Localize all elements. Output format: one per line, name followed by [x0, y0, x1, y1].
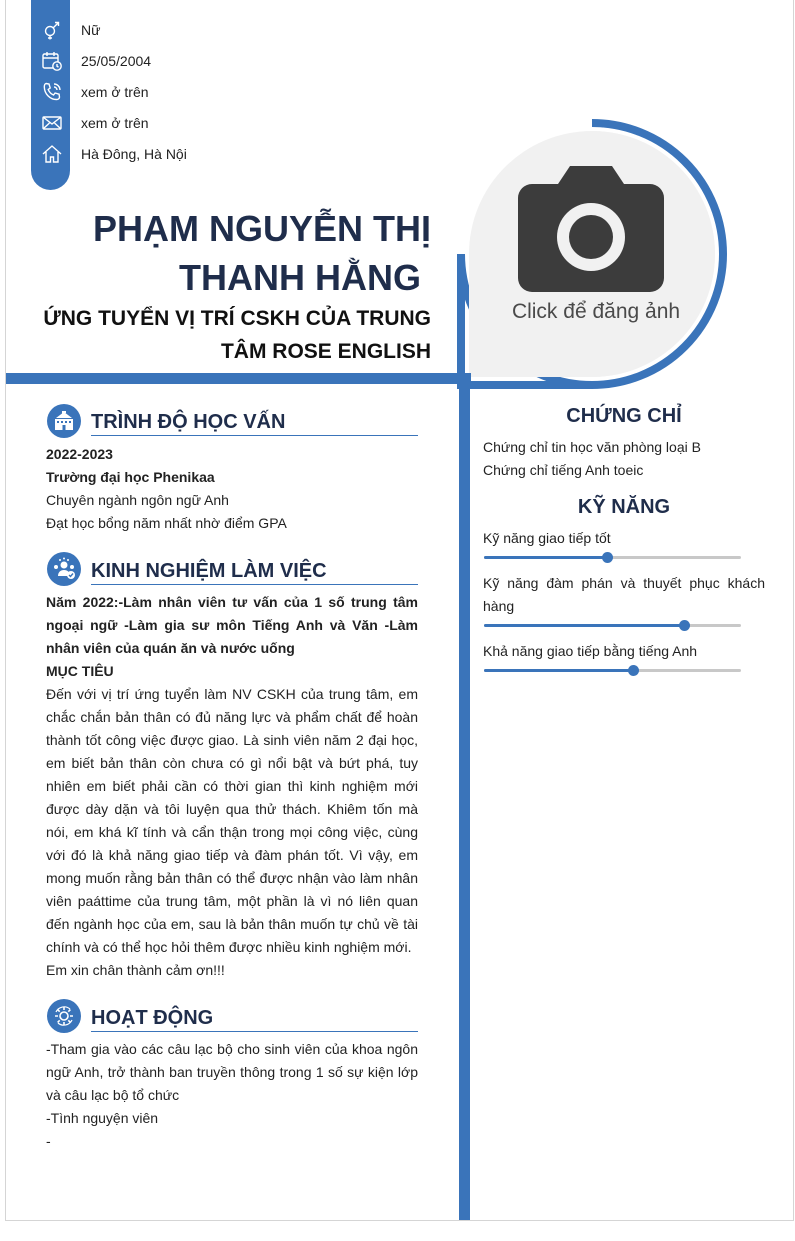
- certificates-title: CHỨNG CHỈ: [566, 405, 682, 427]
- skill-slider[interactable]: [484, 550, 741, 564]
- home-icon: [41, 143, 63, 165]
- skill-label: Khả năng giao tiếp bằng tiếng Anh: [483, 643, 698, 659]
- skills-title: KỸ NĂNG: [577, 496, 671, 518]
- gear-icon: [47, 999, 81, 1033]
- contact-address: [41, 143, 187, 165]
- contact-birthday: [41, 50, 152, 72]
- calendar-icon: [41, 50, 63, 72]
- activity-item: -Tham gia vào các câu lạc bộ cho sinh viên của khoa ngôn ngữ Anh, trở thành ban truyền thông trong 1 số sự kiện lớp và câu lạc bộ tổ chức: [46, 1041, 418, 1103]
- camera-icon[interactable]: [518, 166, 664, 292]
- slider-knob[interactable]: [679, 620, 690, 631]
- contact-text: 25/05/2004: [81, 53, 152, 69]
- activity-item: -Tình nguyện viên: [46, 1110, 159, 1126]
- team-icon: [47, 552, 81, 586]
- photo-caption[interactable]: Click để đăng ảnh: [511, 300, 681, 323]
- goal-text: Đến với vị trí ứng tuyển làm NV CSKH của trung tâm, em chắc chắn bản thân có đủ năng lực và phẩm chất để hoàn thành tốt công việc được giao. Là sinh viên năm 2 đại học, em biết bản thân còn chưa có gì nổi bật và bứt phá, tuy nhiên em biết phải cần có thời gian thì kinh nghiệm mới được dày dặn và tôi luyện qua thử thách. Khiêm tốn mà nói, em khá kĩ tính và cẩn thận trong mọi công việc, cùng với đó là khả năng giao tiếp và đàm phán tốt. Vì vậy, em mong muốn rằng bản thân có thể được nhận vào làm nhân viên paáttime của trung tâm, một phần là vì nó liên quan đến ngành học của em, sau là bản thân muốn tự chủ về tài chính và có thể học hỏi thêm được nhiều kinh nghiệm mới.: [46, 686, 418, 955]
- contact-text: Hà Đông, Hà Nội: [81, 146, 187, 162]
- slider-fill: [484, 669, 633, 672]
- experience-title: KINH NGHIỆM LÀM VIỆC: [91, 560, 418, 585]
- certificate-item: Chứng chỉ tiếng Anh toeic: [483, 462, 644, 478]
- contact-email: [41, 112, 149, 134]
- contact-gender: [41, 19, 101, 41]
- candidate-name-line2: THANH HẰNG: [179, 257, 421, 298]
- education-school: Trường đại học Phenikaa: [46, 469, 215, 485]
- gender-icon: [41, 19, 63, 41]
- horizontal-divider: [6, 373, 471, 384]
- slider-fill: [484, 556, 607, 559]
- candidate-name-line1: PHẠM NGUYỄN THỊ: [92, 208, 431, 249]
- skill-slider[interactable]: [484, 618, 741, 632]
- contact-text: xem ở trên: [81, 84, 149, 100]
- contact-phone: [41, 81, 149, 103]
- position-line2: TÂM ROSE ENGLISH: [220, 340, 431, 363]
- phone-icon: [41, 81, 63, 103]
- position-line1: ỨNG TUYỂN VỊ TRÍ CSKH CỦA TRUNG: [43, 307, 431, 330]
- education-period: 2022-2023: [46, 446, 113, 462]
- slider-fill: [484, 624, 684, 627]
- certificate-item: Chứng chỉ tin học văn phòng loại B: [483, 439, 701, 455]
- goal-title: MỤC TIÊU: [46, 663, 114, 679]
- vertical-divider: [459, 376, 470, 1221]
- contact-text: xem ở trên: [81, 115, 149, 131]
- education-note: Đạt học bổng năm nhất nhờ điểm GPA: [46, 515, 287, 531]
- activity-item: -: [46, 1133, 51, 1149]
- thanks-text: Em xin chân thành cảm ơn!!!: [46, 962, 225, 978]
- skill-slider[interactable]: [484, 663, 741, 677]
- school-icon: [47, 404, 81, 438]
- skill-label: Kỹ năng giao tiếp tốt: [483, 530, 611, 546]
- slider-knob[interactable]: [628, 665, 639, 676]
- slider-knob[interactable]: [602, 552, 613, 563]
- contact-text: Nữ: [81, 22, 101, 38]
- cv-page: [5, 0, 794, 1221]
- skill-label: Kỹ năng đàm phán và thuyết phục khách hàng: [483, 575, 765, 614]
- education-major: Chuyên ngành ngôn ngữ Anh: [46, 492, 229, 508]
- activities-title: HOẠT ĐỘNG: [91, 1007, 418, 1032]
- education-title: TRÌNH ĐỘ HỌC VẤN: [91, 411, 418, 436]
- mail-icon: [41, 112, 63, 134]
- experience-jobs: Năm 2022:-Làm nhân viên tư vấn của 1 số trung tâm ngoại ngữ -Làm gia sư môn Tiếng Anh và Văn -Làm nhân viên của quán ăn và nước uống: [46, 594, 418, 656]
